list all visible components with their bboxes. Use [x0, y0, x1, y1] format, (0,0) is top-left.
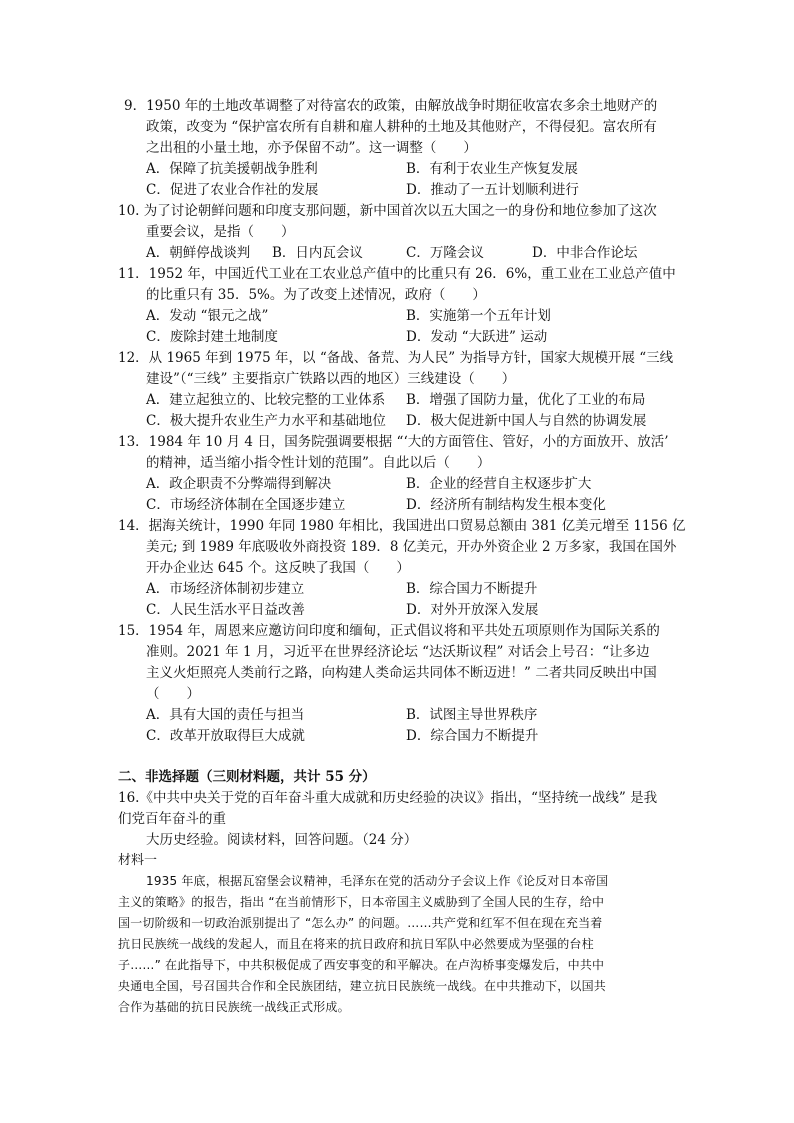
material-line: 央通电全国，号召国共合作和全民族团结，建立抗日民族统一战线。在中共推动下，以国共 [118, 979, 607, 993]
option-a: A．市场经济体制初步建立 [146, 581, 305, 597]
material-heading: 材料一 [118, 853, 158, 868]
question-15 [118, 621, 678, 747]
option-b: B．有利于农业生产恢复发展 [406, 161, 578, 177]
option-b: B．增强了国防力量，优化了工业的布局 [406, 392, 646, 408]
option-b: B．试图主导世界秩序 [406, 707, 538, 723]
question-stem-line: 主义火炬照亮人类前行之路，向构建人类命运共同体不断迈进！” 二者共同反映出中国 [146, 665, 657, 681]
option-a: A．发动 “银元之战” [146, 308, 269, 324]
options-row [118, 474, 678, 495]
options-row [118, 243, 678, 264]
question-stem-line: 10. 为了讨论朝鲜问题和印度支那问题，新中国首次以五大国之一的身份和地位参加了这次 [118, 203, 657, 219]
question-stem-line: 的比重只有 35．5%。为了改变上述情况，政府（ ） [146, 287, 486, 303]
options-row [118, 411, 678, 432]
option-c: C．废除封建土地制度 [146, 329, 278, 345]
question-stem-line: 开办企业达 645 个。这反映了我国（ ） [146, 560, 410, 576]
question-10 [118, 201, 678, 264]
question-stem-line: 9．1950 年的土地改革调整了对待富农的政策，由解放战争时期征收富农多余土地财产的 [124, 98, 658, 114]
option-d: D．极大促进新中国人与自然的协调发展 [406, 413, 647, 429]
options-row [118, 579, 678, 600]
option-a: A．朝鲜停战谈判 [146, 245, 251, 261]
material-line: 国一切阶级和一切政治派别提出了 “怎么办” 的问题。……共产党和红军不但在现在充当着 [118, 916, 603, 930]
options-row [118, 726, 678, 747]
option-c: C．改革开放取得巨大成就 [146, 728, 305, 744]
question-stem-line: 美元; 到 1989 年底吸收外商投资 189．8 亿美元，开办外资企业 2 万多家，我国在国外 [146, 539, 677, 555]
option-c: C．促进了农业合作社的发展 [146, 182, 319, 198]
option-c: C．万隆会议 [406, 245, 484, 261]
option-d: D．经济所有制结构发生根本变化 [406, 497, 606, 513]
options-row [118, 159, 678, 180]
question-stem-line: 建设”（“三线” 主要指京广铁路以西的地区）三线建设（ ） [146, 371, 516, 387]
question-stem-line: 大历史经验。阅读材料，回答问题。（24 分） [146, 832, 418, 848]
material-line: 抗日民族统一战线的发起人，而且在将来的抗日政府和抗日军队中必然要成为坚强的台柱 [118, 937, 594, 951]
question-stem-line: 准则。2021 年 1 月，习近平在世界经济论坛 “达沃斯议程” 对话会上号召：“让多边 [146, 644, 650, 660]
option-a: A．建立起独立的、比较完整的工业体系 [146, 392, 386, 408]
question-13 [118, 432, 678, 516]
question-stem-line: 的精神，适当缩小指令性计划的范围”。自此以后（ ） [146, 455, 491, 471]
question-stem-line: 们党百年奋斗的重 [118, 811, 226, 827]
question-12 [118, 348, 678, 432]
option-d: D．推动了一五计划顺利进行 [406, 182, 579, 198]
option-d: D．对外开放深入发展 [406, 602, 539, 618]
option-b: B．综合国力不断提升 [406, 581, 538, 597]
question-stem-line: 16.《中共中央关于党的百年奋斗重大成就和历史经验的决议》指出，“坚持统一战线” 是我 [118, 790, 658, 806]
options-row [118, 705, 678, 726]
option-b: B．企业的经营自主权逐步扩大 [406, 476, 592, 492]
question-14 [118, 516, 686, 621]
options-row [118, 600, 678, 621]
question-9 [118, 96, 678, 201]
question-stem-line: 14．据海关统计，1990 年同 1980 年相比，我国进出口贸易总额由 381 亿美元增至 1156 亿 [118, 518, 686, 534]
option-c: C．极大提升农业生产力水平和基础地位 [146, 413, 386, 429]
options-row [118, 495, 678, 516]
section-heading: 二、非选择题（三则材料题，共计 55 分） [118, 769, 376, 785]
option-b: B．日内瓦会议 [272, 245, 363, 261]
page-content [118, 96, 686, 1018]
option-d: D．中非合作论坛 [532, 245, 638, 261]
options-row [118, 306, 678, 327]
option-c: C．人民生活水平日益改善 [146, 602, 305, 618]
options-row [118, 180, 678, 201]
options-row [118, 327, 678, 348]
option-d: D．综合国力不断提升 [406, 728, 539, 744]
question-stem-line: 重要会议，是指（ ） [146, 224, 295, 240]
question-stem-line: 11．1952 年，中国近代工业在工农业总产值中的比重只有 26．6%，重工业在工业总产值中 [118, 266, 676, 282]
option-a: A．保障了抗美援朝战争胜利 [146, 161, 318, 177]
question-stem-line: 15．1954 年，周恩来应邀访问印度和缅甸，正式倡议将和平共处五项原则作为国际关系的 [118, 623, 660, 639]
material-line: 子……” 在此指导下，中共积极促成了西安事变的和平解决。在卢沟桥事变爆发后，中共中 [118, 958, 605, 972]
question-stem-line: （ ） [146, 686, 200, 702]
material-line: 主义的策略》的报告，指出 “在当前情形下，日本帝国主义威胁到了全国人民的生存，给中 [118, 895, 605, 909]
material-1-text [118, 871, 678, 1018]
question-stem-line: 之出租的小量土地，亦予保留不动”。这一调整（ ） [146, 140, 477, 156]
material-line: 合作为基础的抗日民族统一战线正式形成。 [118, 1000, 350, 1014]
question-16 [118, 788, 678, 851]
option-a: A．具有大国的责任与担当 [146, 707, 305, 723]
option-a: A．政企职责不分弊端得到解决 [146, 476, 332, 492]
question-stem-line: 12．从 1965 年到 1975 年，以 “备战、备荒、为人民” 为指导方针，国家大规模开展 “三线 [118, 350, 674, 366]
options-row [118, 390, 678, 411]
spacer [118, 747, 678, 767]
question-stem-line: 13．1984 年 10 月 4 日，国务院强调要根据 “‘大的方面管住、管好，小的方面放开、放活’ [118, 434, 669, 450]
option-c: C．市场经济体制在全国逐步建立 [146, 497, 346, 513]
option-b: B．实施第一个五年计划 [406, 308, 551, 324]
question-stem-line: 政策，改变为 “保护富农所有自耕和雇人耕种的土地及其他财产，不得侵犯。富农所有 [146, 119, 657, 135]
material-line: 1935 年底，根据瓦窑堡会议精神，毛泽东在党的活动分子会议上作《论反对日本帝国 [146, 874, 609, 888]
option-d: D．发动 “大跃进” 运动 [406, 329, 548, 345]
question-11 [118, 264, 678, 348]
